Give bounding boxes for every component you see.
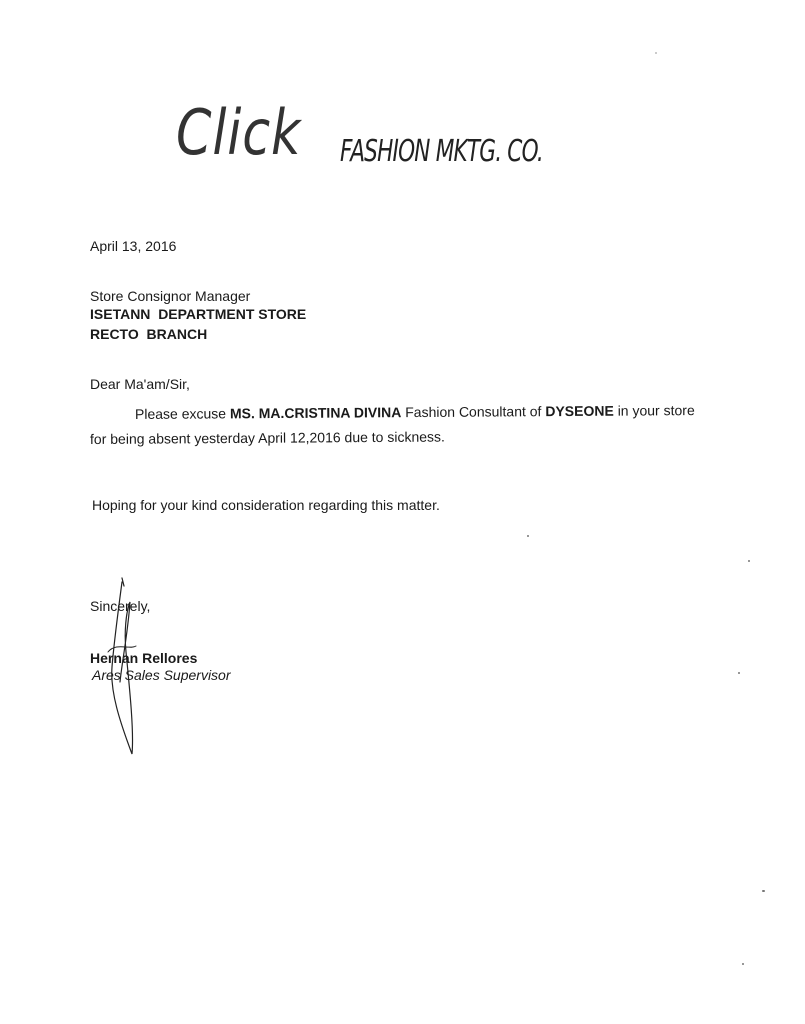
signatory-position: Ares Sales Supervisor [92, 667, 231, 683]
body-paragraph-1-line-2: for being absent yesterday April 12,2016 due to sickness. [89, 428, 445, 447]
scan-speck [655, 52, 657, 54]
logo-company: FASHION MKTG. CO. [340, 134, 543, 169]
closing: Sincerely, [90, 598, 151, 614]
p1-mid: Fashion Consultant of [401, 403, 546, 421]
brand-name: DYSEONE [545, 402, 614, 420]
recipient-store: ISETANN DEPARTMENT STORE [90, 306, 307, 322]
body-paragraph-2: Hoping for your kind consideration regarding this matter. [92, 497, 440, 513]
letter-date: April 13, 2016 [90, 238, 177, 254]
letterhead-logo [176, 96, 543, 169]
scan-speck [738, 672, 740, 674]
scan-speck [527, 535, 529, 537]
p1-intro: Please excuse [134, 405, 231, 422]
handwritten-signature [100, 572, 160, 762]
employee-name: MS. MA.CRISTINA DIVINA [229, 404, 402, 422]
signatory-name: Hernan Rellores [90, 650, 198, 666]
recipient-branch: RECTO BRANCH [90, 326, 208, 342]
scan-speck [762, 890, 765, 892]
scan-speck [748, 560, 750, 562]
p1-end: in your store [613, 402, 695, 419]
logo-brand: Click [176, 96, 302, 169]
salutation: Dear Ma'am/Sir, [90, 376, 190, 392]
recipient-title: Store Consignor Manager [90, 288, 251, 304]
scan-speck [742, 963, 744, 965]
body-paragraph-1 [135, 402, 695, 422]
